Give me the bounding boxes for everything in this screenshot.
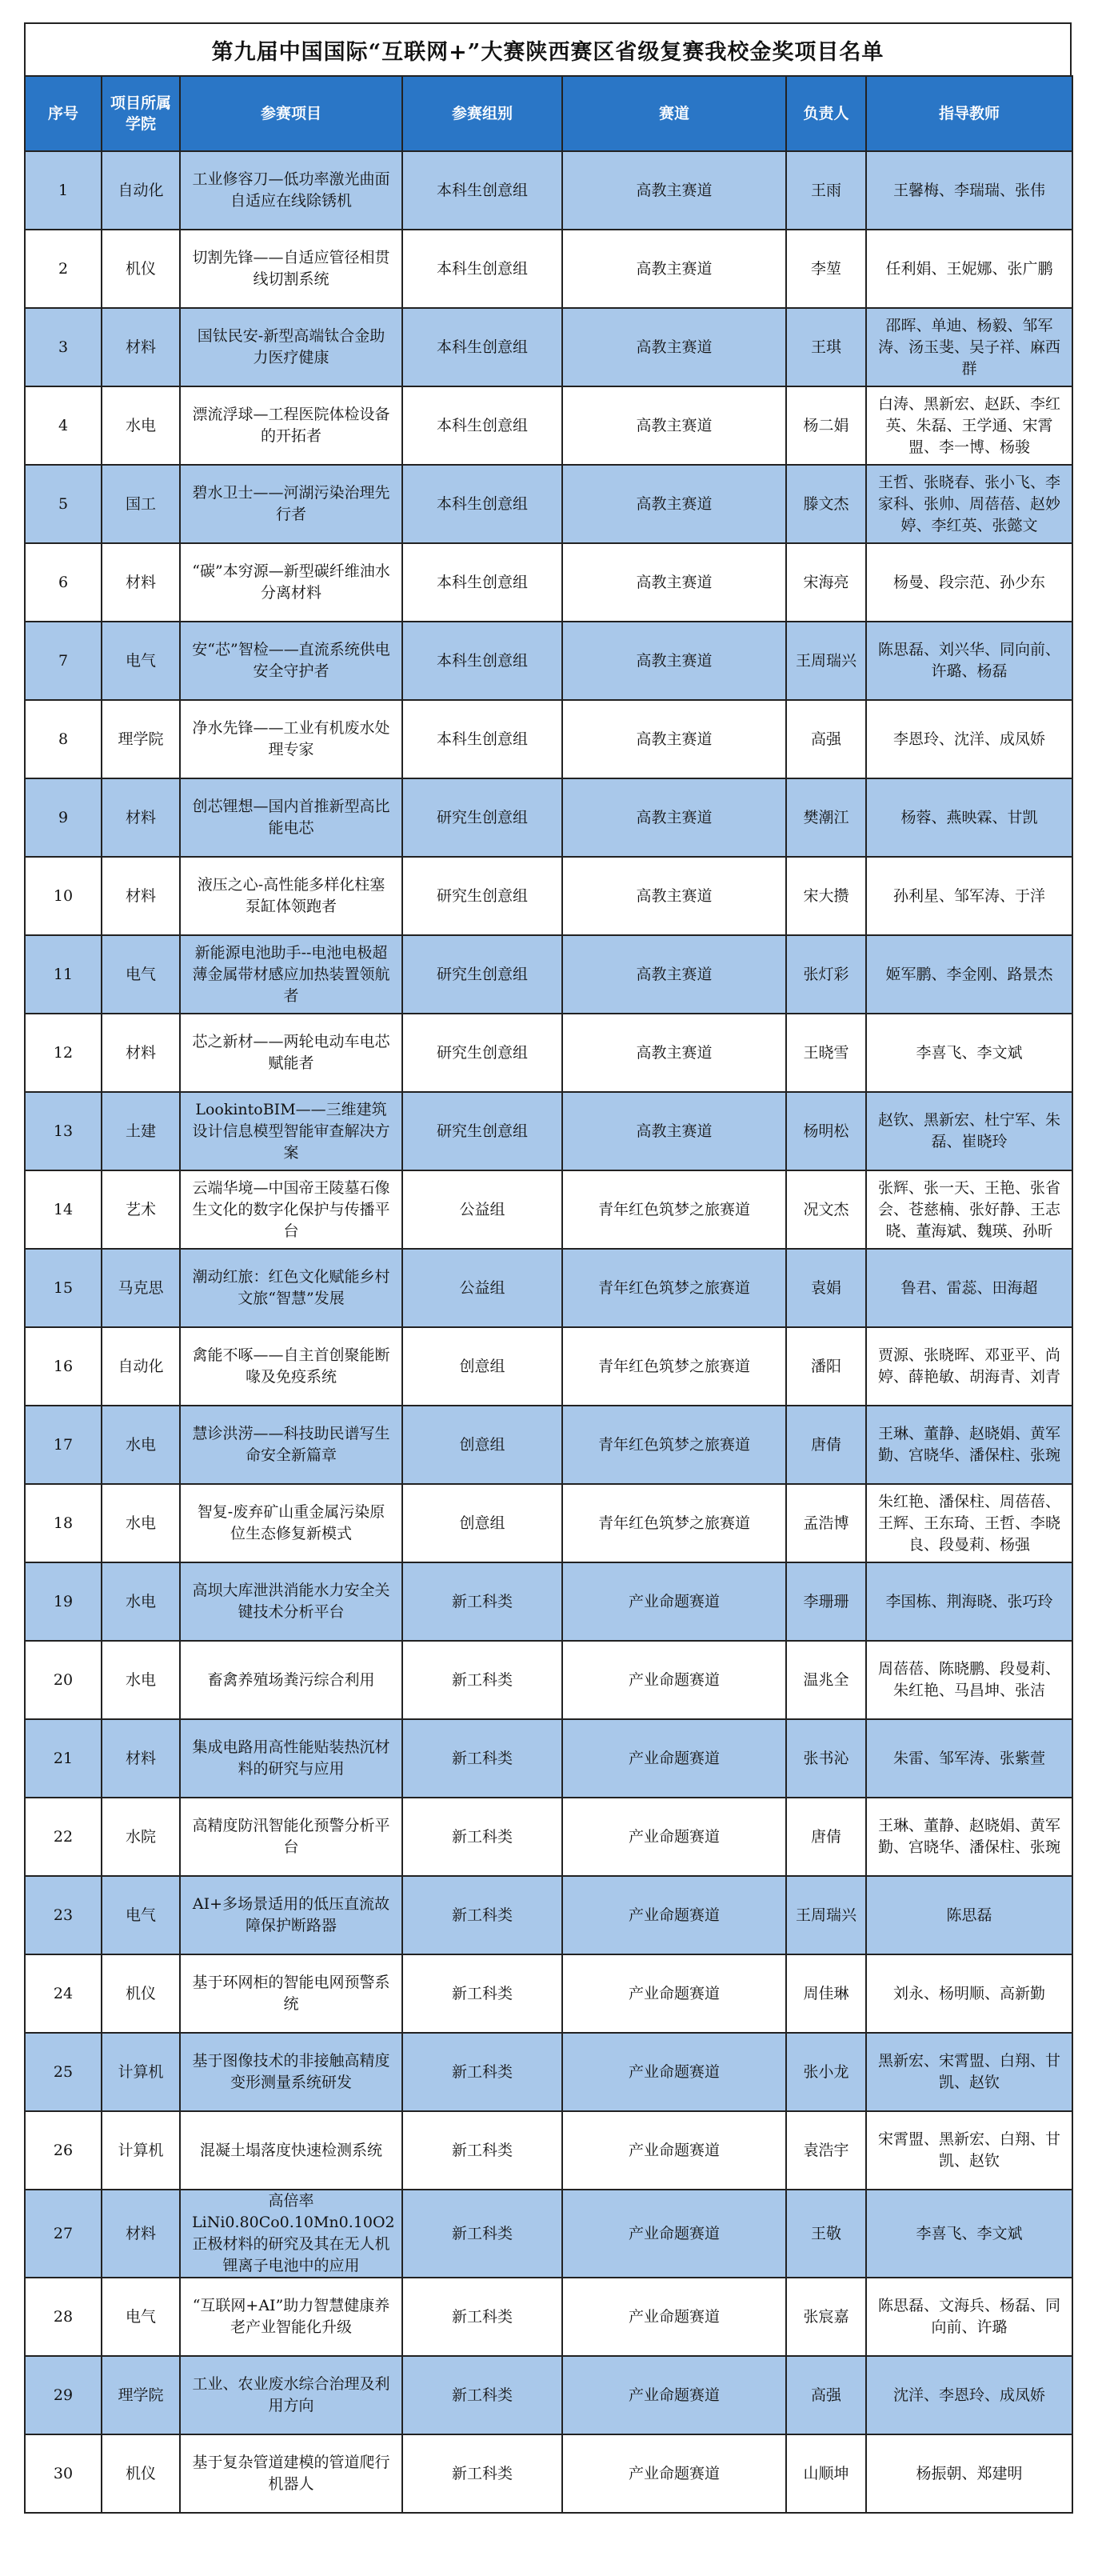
table-row xyxy=(25,1014,1072,1092)
cell-track: 产业命题赛道 xyxy=(562,2190,786,2278)
cell-leader: 张小龙 xyxy=(786,2033,866,2111)
table-row xyxy=(25,935,1072,1014)
cell-project: 基于图像技术的非接触高精度变形测量系统研发 xyxy=(180,2033,402,2111)
cell-no: 1 xyxy=(25,151,102,230)
cell-track: 青年红色筑梦之旅赛道 xyxy=(562,1249,786,1327)
cell-teachers: 黑新宏、宋霄盟、白翔、甘凯、赵钦 xyxy=(866,2033,1072,2111)
cell-teachers: 孙利星、邹军涛、于洋 xyxy=(866,857,1072,935)
cell-track: 产业命题赛道 xyxy=(562,2278,786,2356)
cell-teachers: 张辉、张一天、王艳、张省会、苍慈楠、张好静、王志晓、董海斌、魏瑛、孙昕 xyxy=(866,1170,1072,1249)
cell-project: 漂流浮球—工程医院体检设备的开拓者 xyxy=(180,386,402,465)
cell-college: 理学院 xyxy=(102,700,180,778)
cell-no: 16 xyxy=(25,1327,102,1406)
cell-college: 材料 xyxy=(102,778,180,857)
cell-group: 本科生创意组 xyxy=(402,308,562,386)
table-row xyxy=(25,543,1072,622)
table-row xyxy=(25,700,1072,778)
table-header-row xyxy=(25,76,1072,151)
cell-teachers: 白涛、黑新宏、赵跃、李红英、朱磊、王学通、宋霄盟、李一博、杨骏 xyxy=(866,386,1072,465)
cell-college: 材料 xyxy=(102,543,180,622)
cell-teachers: 周蓓蓓、陈晓鹏、段曼莉、朱红艳、马昌坤、张洁 xyxy=(866,1641,1072,1719)
cell-project: 智复-废弃矿山重金属污染原位生态修复新模式 xyxy=(180,1484,402,1562)
cell-teachers: 邵晖、单迪、杨毅、邹军涛、汤玉斐、吴子祥、麻西群 xyxy=(866,308,1072,386)
table-row xyxy=(25,1170,1072,1249)
table-row xyxy=(25,1092,1072,1170)
cell-group: 本科生创意组 xyxy=(402,622,562,700)
table-row xyxy=(25,465,1072,543)
cell-teachers: 沈洋、李恩玲、成凤娇 xyxy=(866,2356,1072,2434)
cell-college: 水电 xyxy=(102,1484,180,1562)
cell-group: 新工科类 xyxy=(402,1719,562,1798)
cell-group: 研究生创意组 xyxy=(402,1092,562,1170)
cell-leader: 张书沁 xyxy=(786,1719,866,1798)
cell-track: 产业命题赛道 xyxy=(562,1876,786,1954)
cell-leader: 高强 xyxy=(786,700,866,778)
cell-project: 高坝大库泄洪消能水力安全关键技术分析平台 xyxy=(180,1562,402,1641)
cell-track: 产业命题赛道 xyxy=(562,1798,786,1876)
cell-no: 26 xyxy=(25,2111,102,2190)
cell-leader: 李堃 xyxy=(786,230,866,308)
cell-group: 本科生创意组 xyxy=(402,230,562,308)
cell-college: 国工 xyxy=(102,465,180,543)
cell-no: 21 xyxy=(25,1719,102,1798)
table-row xyxy=(25,1562,1072,1641)
cell-no: 9 xyxy=(25,778,102,857)
table-row xyxy=(25,1406,1072,1484)
cell-teachers: 朱红艳、潘保柱、周蓓蓓、王辉、王东琦、王哲、李晓良、段曼莉、杨强 xyxy=(866,1484,1072,1562)
table-row xyxy=(25,857,1072,935)
cell-leader: 孟浩博 xyxy=(786,1484,866,1562)
cell-track: 高教主赛道 xyxy=(562,386,786,465)
cell-no: 10 xyxy=(25,857,102,935)
cell-leader: 王琪 xyxy=(786,308,866,386)
table-row xyxy=(25,2190,1072,2278)
cell-teachers: 李喜飞、李文斌 xyxy=(866,2190,1072,2278)
cell-project: LookintoBIM——三维建筑设计信息模型智能审查解决方案 xyxy=(180,1092,402,1170)
cell-track: 青年红色筑梦之旅赛道 xyxy=(562,1484,786,1562)
table-row xyxy=(25,1876,1072,1954)
cell-group: 公益组 xyxy=(402,1170,562,1249)
cell-teachers: 李国栋、荆海晓、张巧玲 xyxy=(866,1562,1072,1641)
cell-project: 潮动红旅：红色文化赋能乡村文旅“智慧”发展 xyxy=(180,1249,402,1327)
cell-college: 材料 xyxy=(102,308,180,386)
cell-track: 产业命题赛道 xyxy=(562,2356,786,2434)
cell-project: 工业修容刀—低功率激光曲面自适应在线除锈机 xyxy=(180,151,402,230)
cell-project: 禽能不啄——自主首创聚能断喙及免疫系统 xyxy=(180,1327,402,1406)
cell-teachers: 王哲、张晓春、张小飞、李家科、张帅、周蓓蓓、赵妙婷、李红英、张懿文 xyxy=(866,465,1072,543)
table-row xyxy=(25,1719,1072,1798)
cell-group: 本科生创意组 xyxy=(402,386,562,465)
cell-teachers: 鲁君、雷蕊、田海超 xyxy=(866,1249,1072,1327)
cell-no: 23 xyxy=(25,1876,102,1954)
cell-project: “互联网+AI”助力智慧健康养老产业智能化升级 xyxy=(180,2278,402,2356)
award-list-document xyxy=(24,22,1072,2514)
cell-project: 畜禽养殖场粪污综合利用 xyxy=(180,1641,402,1719)
cell-college: 土建 xyxy=(102,1092,180,1170)
cell-track: 产业命题赛道 xyxy=(562,2434,786,2513)
header-college: 项目所属学院 xyxy=(102,76,180,151)
table-row xyxy=(25,151,1072,230)
cell-project: 工业、农业废水综合治理及利用方向 xyxy=(180,2356,402,2434)
cell-leader: 张宸嘉 xyxy=(786,2278,866,2356)
cell-teachers: 王琳、董静、赵晓娟、黄军勤、宫晓华、潘保柱、张琬 xyxy=(866,1798,1072,1876)
cell-group: 研究生创意组 xyxy=(402,1014,562,1092)
cell-group: 新工科类 xyxy=(402,2111,562,2190)
cell-teachers: 陈思磊 xyxy=(866,1876,1072,1954)
cell-leader: 王雨 xyxy=(786,151,866,230)
table-row xyxy=(25,2278,1072,2356)
header-project: 参赛项目 xyxy=(180,76,402,151)
cell-no: 11 xyxy=(25,935,102,1014)
cell-teachers: 杨振朝、郑建明 xyxy=(866,2434,1072,2513)
cell-track: 产业命题赛道 xyxy=(562,2111,786,2190)
cell-no: 30 xyxy=(25,2434,102,2513)
cell-leader: 宋海亮 xyxy=(786,543,866,622)
table-row xyxy=(25,1249,1072,1327)
cell-teachers: 王琳、董静、赵晓娟、黄军勤、宫晓华、潘保柱、张琬 xyxy=(866,1406,1072,1484)
cell-group: 新工科类 xyxy=(402,2278,562,2356)
cell-project: 混凝土塌落度快速检测系统 xyxy=(180,2111,402,2190)
table-row xyxy=(25,1954,1072,2033)
table-row xyxy=(25,1798,1072,1876)
cell-track: 产业命题赛道 xyxy=(562,1562,786,1641)
cell-track: 青年红色筑梦之旅赛道 xyxy=(562,1170,786,1249)
cell-college: 机仪 xyxy=(102,230,180,308)
cell-college: 理学院 xyxy=(102,2356,180,2434)
cell-project: 新能源电池助手--电池电极超薄金属带材感应加热装置领航者 xyxy=(180,935,402,1014)
table-row xyxy=(25,2111,1072,2190)
table-row xyxy=(25,2434,1072,2513)
cell-college: 艺术 xyxy=(102,1170,180,1249)
cell-leader: 唐倩 xyxy=(786,1798,866,1876)
cell-leader: 王周瑞兴 xyxy=(786,622,866,700)
cell-no: 6 xyxy=(25,543,102,622)
table-row xyxy=(25,1327,1072,1406)
table-row xyxy=(25,622,1072,700)
cell-no: 14 xyxy=(25,1170,102,1249)
cell-project: 慧诊洪涝——科技助民谱写生命安全新篇章 xyxy=(180,1406,402,1484)
cell-leader: 温兆全 xyxy=(786,1641,866,1719)
cell-track: 高教主赛道 xyxy=(562,1092,786,1170)
cell-project: 基于复杂管道建模的管道爬行机器人 xyxy=(180,2434,402,2513)
cell-group: 本科生创意组 xyxy=(402,151,562,230)
cell-group: 新工科类 xyxy=(402,2190,562,2278)
cell-project: 国钛民安-新型高端钛合金助力医疗健康 xyxy=(180,308,402,386)
table-row xyxy=(25,778,1072,857)
cell-teachers: 杨曼、段宗范、孙少东 xyxy=(866,543,1072,622)
cell-project: 高倍率LiNi0.80Co0.10Mn0.10O2正极材料的研究及其在无人机锂离子电池中的应用 xyxy=(180,2190,402,2278)
cell-project: 云端华境—中国帝王陵墓石像生文化的数字化保护与传播平台 xyxy=(180,1170,402,1249)
cell-project: 安“芯”智检——直流系统供电安全守护者 xyxy=(180,622,402,700)
cell-project: 碧水卫士——河湖污染治理先行者 xyxy=(180,465,402,543)
cell-group: 新工科类 xyxy=(402,1641,562,1719)
cell-leader: 况文杰 xyxy=(786,1170,866,1249)
table-row xyxy=(25,2356,1072,2434)
cell-college: 电气 xyxy=(102,935,180,1014)
cell-leader: 袁浩宇 xyxy=(786,2111,866,2190)
cell-track: 高教主赛道 xyxy=(562,857,786,935)
cell-group: 创意组 xyxy=(402,1327,562,1406)
cell-no: 3 xyxy=(25,308,102,386)
cell-track: 高教主赛道 xyxy=(562,230,786,308)
cell-no: 4 xyxy=(25,386,102,465)
cell-group: 本科生创意组 xyxy=(402,543,562,622)
cell-no: 27 xyxy=(25,2190,102,2278)
cell-track: 高教主赛道 xyxy=(562,465,786,543)
cell-leader: 王敬 xyxy=(786,2190,866,2278)
cell-no: 25 xyxy=(25,2033,102,2111)
header-leader: 负责人 xyxy=(786,76,866,151)
cell-project: 净水先锋——工业有机废水处理专家 xyxy=(180,700,402,778)
cell-track: 高教主赛道 xyxy=(562,151,786,230)
cell-track: 产业命题赛道 xyxy=(562,1954,786,2033)
table-row xyxy=(25,1484,1072,1562)
cell-no: 8 xyxy=(25,700,102,778)
cell-group: 新工科类 xyxy=(402,1876,562,1954)
cell-leader: 滕文杰 xyxy=(786,465,866,543)
cell-track: 高教主赛道 xyxy=(562,543,786,622)
cell-teachers: 李恩玲、沈洋、成凤娇 xyxy=(866,700,1072,778)
cell-leader: 宋大攒 xyxy=(786,857,866,935)
cell-track: 高教主赛道 xyxy=(562,778,786,857)
cell-project: 集成电路用高性能贴装热沉材料的研究与应用 xyxy=(180,1719,402,1798)
cell-college: 材料 xyxy=(102,1719,180,1798)
cell-college: 材料 xyxy=(102,857,180,935)
cell-group: 本科生创意组 xyxy=(402,700,562,778)
cell-college: 材料 xyxy=(102,2190,180,2278)
cell-college: 自动化 xyxy=(102,1327,180,1406)
cell-college: 材料 xyxy=(102,1014,180,1092)
cell-teachers: 姬军鹏、李金刚、路景杰 xyxy=(866,935,1072,1014)
cell-track: 高教主赛道 xyxy=(562,308,786,386)
cell-group: 新工科类 xyxy=(402,1798,562,1876)
cell-college: 马克思 xyxy=(102,1249,180,1327)
header-group: 参赛组别 xyxy=(402,76,562,151)
cell-project: AI+多场景适用的低压直流故障保护断路器 xyxy=(180,1876,402,1954)
cell-leader: 周佳琳 xyxy=(786,1954,866,2033)
cell-college: 机仪 xyxy=(102,2434,180,2513)
table-row xyxy=(25,386,1072,465)
cell-group: 研究生创意组 xyxy=(402,857,562,935)
cell-leader: 王周瑞兴 xyxy=(786,1876,866,1954)
cell-track: 高教主赛道 xyxy=(562,700,786,778)
table-body xyxy=(25,151,1072,2513)
cell-teachers: 王馨梅、李瑞瑞、张伟 xyxy=(866,151,1072,230)
cell-track: 产业命题赛道 xyxy=(562,2033,786,2111)
cell-group: 研究生创意组 xyxy=(402,935,562,1014)
cell-teachers: 赵钦、黑新宏、杜宁军、朱磊、崔晓玲 xyxy=(866,1092,1072,1170)
cell-teachers: 任利娟、王妮娜、张广鹏 xyxy=(866,230,1072,308)
cell-no: 17 xyxy=(25,1406,102,1484)
cell-no: 12 xyxy=(25,1014,102,1092)
cell-leader: 王晓雪 xyxy=(786,1014,866,1092)
cell-group: 本科生创意组 xyxy=(402,465,562,543)
cell-project: 创芯锂想—国内首推新型高比能电芯 xyxy=(180,778,402,857)
cell-no: 7 xyxy=(25,622,102,700)
cell-group: 研究生创意组 xyxy=(402,778,562,857)
cell-college: 机仪 xyxy=(102,1954,180,2033)
table-row xyxy=(25,2033,1072,2111)
cell-leader: 袁娟 xyxy=(786,1249,866,1327)
cell-college: 水电 xyxy=(102,1641,180,1719)
cell-leader: 张灯彩 xyxy=(786,935,866,1014)
cell-group: 新工科类 xyxy=(402,2434,562,2513)
cell-leader: 潘阳 xyxy=(786,1327,866,1406)
cell-group: 新工科类 xyxy=(402,1954,562,2033)
cell-no: 28 xyxy=(25,2278,102,2356)
cell-track: 产业命题赛道 xyxy=(562,1641,786,1719)
header-no: 序号 xyxy=(25,76,102,151)
cell-teachers: 陈思磊、文海兵、杨磊、同向前、许璐 xyxy=(866,2278,1072,2356)
cell-project: 基于环网柜的智能电网预警系统 xyxy=(180,1954,402,2033)
cell-group: 公益组 xyxy=(402,1249,562,1327)
cell-project: “碳”本穷源—新型碳纤维油水分离材料 xyxy=(180,543,402,622)
cell-college: 水电 xyxy=(102,1562,180,1641)
cell-teachers: 贾源、张晓晖、邓亚平、尚婷、薛艳敏、胡海青、刘青 xyxy=(866,1327,1072,1406)
cell-college: 电气 xyxy=(102,622,180,700)
cell-leader: 樊潮江 xyxy=(786,778,866,857)
cell-no: 19 xyxy=(25,1562,102,1641)
cell-no: 20 xyxy=(25,1641,102,1719)
cell-teachers: 李喜飞、李文斌 xyxy=(866,1014,1072,1092)
cell-leader: 唐倩 xyxy=(786,1406,866,1484)
cell-group: 新工科类 xyxy=(402,2356,562,2434)
cell-track: 高教主赛道 xyxy=(562,1014,786,1092)
cell-leader: 杨二娟 xyxy=(786,386,866,465)
cell-college: 电气 xyxy=(102,1876,180,1954)
cell-project: 液压之心-高性能多样化柱塞泵缸体领跑者 xyxy=(180,857,402,935)
cell-no: 22 xyxy=(25,1798,102,1876)
cell-no: 5 xyxy=(25,465,102,543)
cell-leader: 杨明松 xyxy=(786,1092,866,1170)
table-row xyxy=(25,1641,1072,1719)
cell-no: 29 xyxy=(25,2356,102,2434)
cell-college: 水电 xyxy=(102,1406,180,1484)
cell-group: 新工科类 xyxy=(402,2033,562,2111)
cell-teachers: 宋霄盟、黑新宏、白翔、甘凯、赵钦 xyxy=(866,2111,1072,2190)
cell-college: 水电 xyxy=(102,386,180,465)
cell-teachers: 刘永、杨明顺、高新勤 xyxy=(866,1954,1072,2033)
cell-leader: 山顺坤 xyxy=(786,2434,866,2513)
cell-track: 青年红色筑梦之旅赛道 xyxy=(562,1327,786,1406)
table-row xyxy=(25,230,1072,308)
cell-no: 15 xyxy=(25,1249,102,1327)
document-title: 第九届中国国际“互联网+”大赛陕西赛区省级复赛我校金奖项目名单 xyxy=(24,22,1072,75)
cell-track: 高教主赛道 xyxy=(562,622,786,700)
cell-leader: 李珊珊 xyxy=(786,1562,866,1641)
cell-college: 自动化 xyxy=(102,151,180,230)
cell-no: 24 xyxy=(25,1954,102,2033)
cell-teachers: 朱雷、邹军涛、张紫萱 xyxy=(866,1719,1072,1798)
cell-project: 芯之新材——两轮电动车电芯赋能者 xyxy=(180,1014,402,1092)
cell-group: 新工科类 xyxy=(402,1562,562,1641)
cell-no: 2 xyxy=(25,230,102,308)
table-row xyxy=(25,308,1072,386)
award-table xyxy=(24,75,1073,2514)
cell-no: 13 xyxy=(25,1092,102,1170)
cell-track: 产业命题赛道 xyxy=(562,1719,786,1798)
cell-no: 18 xyxy=(25,1484,102,1562)
cell-group: 创意组 xyxy=(402,1406,562,1484)
cell-leader: 高强 xyxy=(786,2356,866,2434)
header-teachers: 指导教师 xyxy=(866,76,1072,151)
cell-project: 高精度防汛智能化预警分析平台 xyxy=(180,1798,402,1876)
cell-college: 水院 xyxy=(102,1798,180,1876)
cell-teachers: 陈思磊、刘兴华、同向前、许璐、杨磊 xyxy=(866,622,1072,700)
cell-track: 青年红色筑梦之旅赛道 xyxy=(562,1406,786,1484)
cell-group: 创意组 xyxy=(402,1484,562,1562)
cell-teachers: 杨蓉、燕映霖、甘凯 xyxy=(866,778,1072,857)
cell-college: 计算机 xyxy=(102,2111,180,2190)
cell-track: 高教主赛道 xyxy=(562,935,786,1014)
cell-project: 切割先锋——自适应管径相贯线切割系统 xyxy=(180,230,402,308)
cell-college: 计算机 xyxy=(102,2033,180,2111)
header-track: 赛道 xyxy=(562,76,786,151)
cell-college: 电气 xyxy=(102,2278,180,2356)
